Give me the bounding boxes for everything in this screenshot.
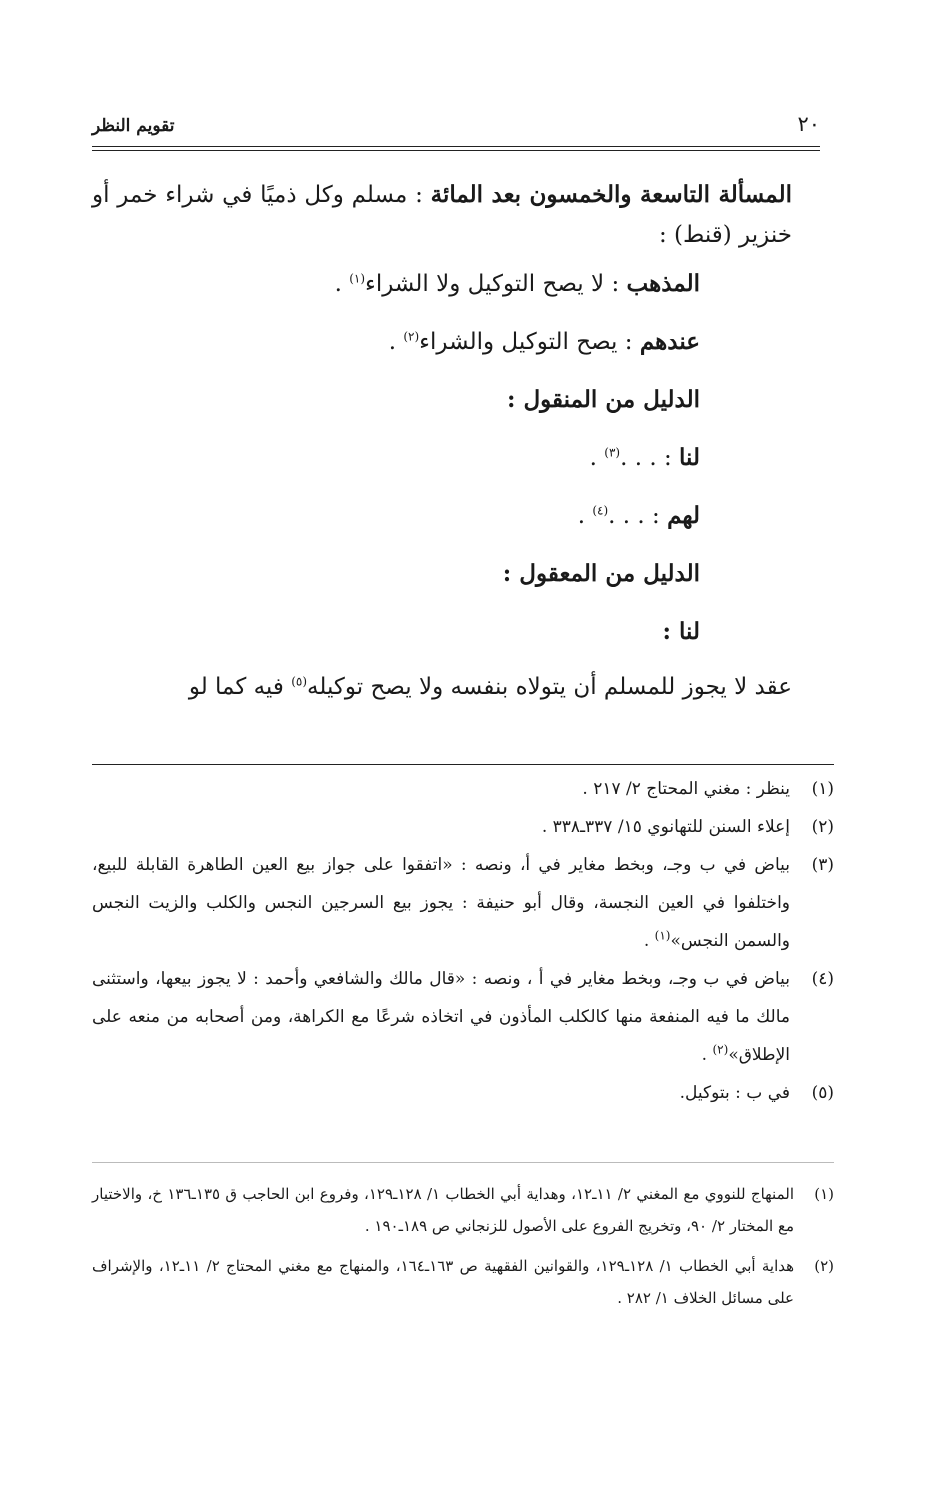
footnote-text: المنهاج للنووي مع المغني ٢/ ١١ـ١٢، وهداية أبي الخطاب ١/ ١٢٨ـ١٢٩، وفروع ابن الحاجب ق ١٣٥ـ١٣٦ خ، والاختيار مع المختار ٢/ ٩٠، وتخريج الفروع على الأصول للزنجاني ص ١٨٩ـ١٩٠ .	[92, 1185, 794, 1235]
lahum-text: : . . .	[608, 503, 660, 529]
footnote-ref: (٤)	[592, 503, 609, 518]
footnote	[92, 1178, 834, 1242]
footnote-ref: (٢)	[712, 1042, 729, 1057]
footnote	[92, 1250, 834, 1314]
footnote	[92, 770, 834, 808]
footnote-number: (٥)	[811, 1083, 834, 1103]
lana-line	[92, 429, 700, 487]
footnote-text: في ب : بتوكيل.	[679, 1083, 790, 1103]
header-rule-bottom	[92, 150, 820, 151]
running-header	[92, 112, 820, 142]
footnote-ref: (١)	[349, 271, 366, 286]
footnote-number: (٢)	[811, 817, 834, 837]
lahum-line	[92, 487, 700, 545]
footnote	[92, 808, 834, 846]
footnote-ref: (١)	[654, 928, 671, 943]
footnote-rule	[92, 764, 834, 765]
period: .	[334, 271, 342, 297]
footnote	[92, 846, 834, 960]
argument-text: عقد لا يجوز للمسلم أن يتولاه بنفسه ولا يصح توكيله	[307, 674, 792, 700]
footnote	[92, 960, 834, 1074]
editor-footnotes	[92, 770, 834, 1112]
lana-label: لنا	[679, 444, 700, 471]
indahum-text: : يصح التوكيل والشراء	[419, 329, 633, 355]
madhhab-text: : لا يصح التوكيل ولا الشراء	[365, 271, 620, 297]
indahum-label: عندهم	[639, 328, 700, 355]
period: .	[577, 503, 585, 529]
manqul-heading-line	[92, 371, 700, 429]
footnote-tail: .	[643, 931, 655, 951]
footnote-number: (١)	[814, 1185, 834, 1203]
footnote-tail: .	[701, 1045, 713, 1065]
footnote-number: (٤)	[811, 969, 834, 989]
inner-footnotes	[92, 1178, 834, 1322]
madhhab-label: المذهب	[626, 270, 700, 297]
footnote-text: هداية أبي الخطاب ١/ ١٢٨ـ١٢٩، والقوانين الفقهية ص ١٦٣ـ١٦٤، والمنهاج مع مغني المحتاج ٢/ ١١ـ١٢، والإشراف على مسائل الخلاف ١/ ٢٨٢ .	[92, 1257, 795, 1307]
maqul-heading-line	[92, 545, 700, 603]
lahum-label: لهم	[667, 502, 700, 529]
footnote-text: ينظر : مغني المحتاج ٢/ ٢١٧ .	[582, 779, 790, 799]
manqul-heading: الدليل من المنقول :	[506, 386, 700, 413]
question-text: : مسلم وكل ذميًا في شراء خمر أو خنزير (قنط) :	[92, 182, 792, 248]
argument-line	[92, 667, 792, 707]
page-number: ٢٠	[797, 112, 820, 136]
footnote-number: (٢)	[814, 1257, 834, 1275]
main-text	[92, 175, 792, 707]
indahum-line	[92, 313, 700, 371]
footnote-text: إعلاء السنن للتهانوي ١٥/ ٣٣٧ـ٣٣٨ .	[541, 817, 790, 837]
period: .	[388, 329, 397, 355]
footnote-number: (٣)	[811, 855, 834, 875]
lana-text: : . . .	[620, 445, 672, 471]
question-paragraph	[92, 175, 792, 255]
footnote-ref: (٣)	[604, 445, 621, 460]
argument-tail: فيه كما لو	[188, 674, 284, 700]
footnote-ref: (٢)	[403, 329, 420, 344]
footnote-text: بياض في ب وجـ، وبخط مغاير في أ ، ونصه : «قال مالك والشافعي وأحمد : لا يجوز بيعها، واستثنى مالك ما فيه المنفعة منها كالكلب المأذون في اتخاذه شرعًا مع الكراهة، ومن أصحابه من منعه على الإطلاق»	[92, 969, 790, 1065]
header-rule-top	[92, 146, 820, 147]
question-heading: المسألة التاسعة والخمسون بعد المائة	[430, 181, 792, 208]
footnote-separator	[92, 1162, 834, 1163]
maqul-heading: الدليل من المعقول :	[502, 560, 700, 587]
madhhab-line	[92, 255, 700, 313]
footnote-ref: (٥)	[291, 674, 308, 689]
footnote	[92, 1074, 834, 1112]
footnote-number: (١)	[811, 779, 834, 799]
footnote-text: بياض في ب وجـ، وبخط مغاير في أ، ونصه : «اتفقوا على جواز بيع العين الطاهرة القابلة للبيع، واختلفوا في العين النجسة، وقال أبو حنيفة : يجوز بيع السرجين النجس والكلب والزيت النجس والسمن النجس»	[92, 855, 790, 951]
lana2-line	[92, 603, 700, 661]
lana2-label: لنا :	[662, 618, 700, 645]
book-title: تقويم النظر	[92, 116, 175, 136]
period: .	[589, 445, 597, 471]
